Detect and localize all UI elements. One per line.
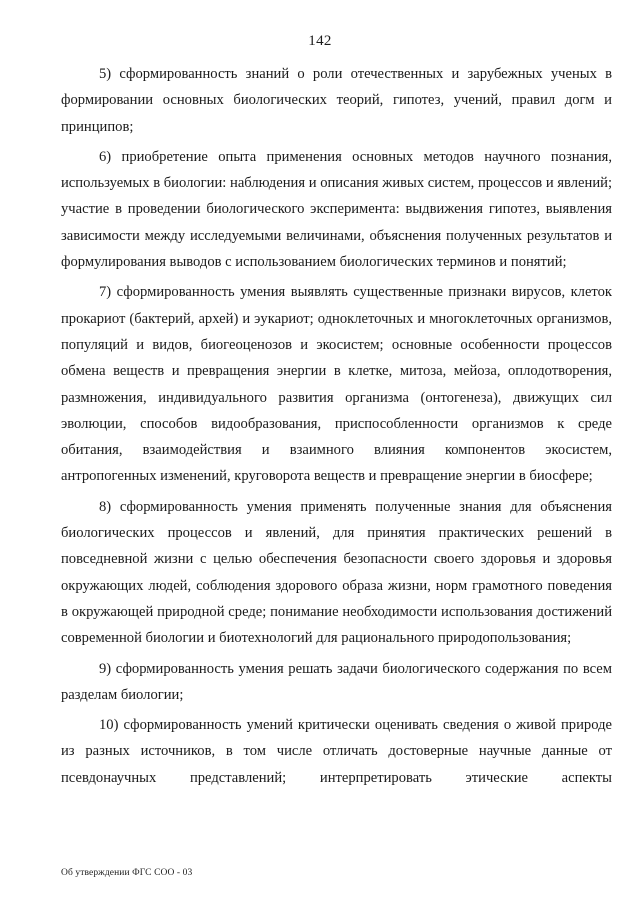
paragraph-item-6: 6) приобретение опыта применения основных методов научного познания, используемых в биологии: наблюдения и описания живых систем, процессов и явлений; участие в проведении биологического эксперимента: выдвижения гипотез, выявления зависимости между исследуемыми величинами, объяснения полученных результатов и формулирования выводов с использованием биологических терминов и понятий; (61, 148, 612, 271)
page-number: 142 (308, 33, 332, 49)
paragraph-item-8: 8) сформированность умения применять полученные знания для объяснения биологических процессов и явлений, для принятия практических решений в повседневной жизни с целью обеспечения безопасности своего здоровья и здоровья окружающих людей, соблюдения здорового образа жизни, норм грамотного поведения в окружающей природной среде; понимание необходимости использования достижений современной биологии и биотехнологий для рационального природопользования; (61, 498, 612, 647)
paragraph-item-5: 5) сформированность знаний о роли отечественных и зарубежных ученых в формировании основных биологических теорий, гипотез, учений, правил догм и принципов; (61, 66, 612, 135)
page-footer: Об утверждении ФГС СОО - 03 (61, 868, 193, 878)
paragraph-item-9: 9) сформированность умения решать задачи биологического содержания по всем разделам биологии; (61, 660, 612, 703)
paragraph-item-10: 10) сформированность умений критически оценивать сведения о живой природе из разных источников, в том числе отличать достоверные научные данные от псевдонаучных представлений; интерпретировать этические аспекты (61, 717, 612, 786)
paragraph-item-7: 7) сформированность умения выявлять существенные признаки вирусов, клеток прокариот (бактерий, архей) и эукариот; одноклеточных и многоклеточных организмов, популяций и видов, биогеоценозов и экосистем; основные особенности процессов обмена веществ и превращения энергии в клетке, митоза, мейоза, оплодотворения, размножения, индивидуального развития организма (онтогенеза), движущих сил эволюции, способов видообразования, приспособленности организмов к среде обитания, взаимодействия и взаимного влияния компонентов экосистем, антропогенных изменений, круговорота веществ и превращение энергии в биосфере; (61, 284, 612, 485)
page-body (61, 61, 612, 791)
